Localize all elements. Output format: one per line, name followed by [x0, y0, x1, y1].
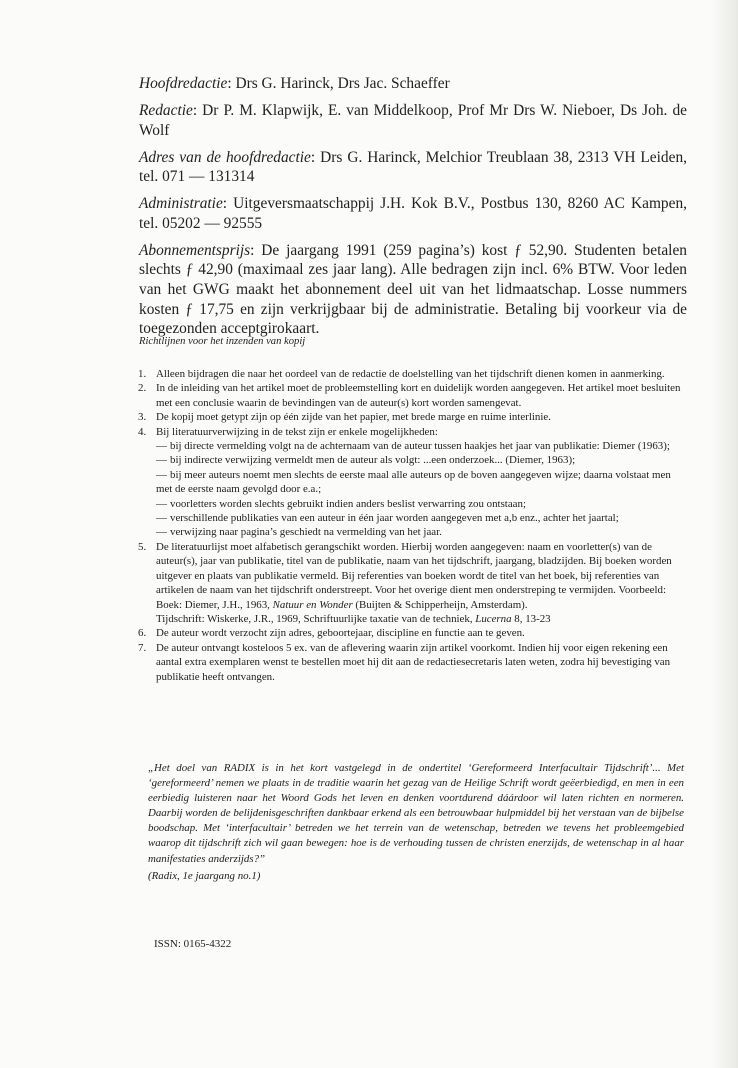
guideline-item: 4. Bij literatuurverwijzing in de tekst zijn er enkele mogelijkheden: — bij directe vermelding volgt na de achternaam van de auteur tussen haakjes het jaar van publikatie: Diemer (1963); — bij indirecte verwijzing vermeldt men de auteur als volgt: ...een onderzoek... (Diemer, 1963); — bij meer auteurs noemt men slechts de eerste maal alle auteurs op de boven aangegeven wijze; daarna volstaat men met de eerste naam gevolgd door e.a.; — voorletters worden slechts gebruikt indien anders beslist verwarring zou ontstaan; — verschillende publikaties van een auteur in één jaar worden aangegeven met a,b enz., achter het jaartal; — verwijzing naar pagina’s geschiedt na vermelding van het jaar. [138, 425, 688, 540]
citation-option: — verwijzing naar pagina’s geschiedt na vermelding van het jaar. [156, 526, 442, 539]
editorial-address: Adres van de hoofdredactie: Drs G. Harinck, Melchior Treublaan 38, 2313 VH Leiden, tel. 071 — 131314 [139, 148, 687, 186]
masthead [139, 74, 687, 346]
chief-editors: Hoofdredactie: Drs G. Harinck, Drs Jac. Schaeffer [139, 75, 450, 92]
administration: Administratie: Uitgeversmaatschappij J.H. Kok B.V., Postbus 130, 8260 AC Kampen, tel. 05202 — 92555 [139, 195, 687, 232]
guideline-item: 3. De kopij moet getypt zijn op één zijde van het papier, met brede marge en ruime interlinie. [138, 411, 551, 424]
guidelines-list [138, 367, 688, 684]
radix-quote [148, 761, 684, 884]
guideline-item: 1. Alleen bijdragen die naar het oordeel van de redactie de doelstelling van het tijdschrift dienen komen in aanmerking. [138, 368, 665, 380]
guideline-item: 2. In de inleiding van het artikel moet de probleemstelling kort en duidelijk worden aangegeven. Het artikel moet besluiten met een conclusie waarin de bevindingen van de auteur(s) kort worden samengevat. [138, 382, 681, 409]
page-edge-shadow [712, 0, 738, 1068]
guidelines-title: Richtlijnen voor het inzenden van kopij [139, 336, 306, 347]
guideline-item: 5. De literatuurlijst moet alfabetisch gerangschikt worden. Hierbij worden aangegeven: naam en voorletter(s) van de auteur(s), jaar van publikatie, titel van de publikatie, naam van het tijdschrift, jaargang, bladzijden. Bij boeken worden uitgever en plaats van publikatie vermeld. Bij referenties van boeken wordt de titel van het boek, bij referenties van artikelen de naam van het tijdschrift onderstreept. Voor het overige dient men onderstreping te vermijden. Voorbeeld: Boek: Diemer, J.H., 1963, Natuur en Wonder (Buijten & Schipperheijn, Amsterdam). Tijdschrift: Wiskerke, J.R., 1969, Schriftuurlijke taxatie van de techniek, Lucerna 8, 13-23 [138, 540, 688, 626]
issn: ISSN: 0165-4322 [154, 938, 232, 950]
journal-example: Tijdschrift: Wiskerke, J.R., 1969, Schriftuurlijke taxatie van de techniek, Lucerna 8, 13-23 [156, 612, 551, 625]
citation-option: — bij directe vermelding volgt na de achternaam van de auteur tussen haakjes het jaar van publikatie: Diemer (1963); [156, 440, 670, 453]
citation-option: — voorletters worden slechts gebruikt indien anders beslist verwarring zou ontstaan; [156, 497, 526, 510]
guideline-item: 7. De auteur ontvangt kosteloos 5 ex. van de aflevering waarin zijn artikel voorkomt. Indien hij voor eigen rekening een aantal extra exemplaren wenst te bestellen moet hij dit aan de redactiesecretaris laten weten, zodra hij bevestiging van publikatie heeft ontvangen. [138, 641, 671, 683]
editors: Redactie: Dr P. M. Klapwijk, E. van Middelkoop, Prof Mr Drs W. Nieboer, Ds Joh. de Wolf [139, 101, 687, 139]
quote-source: (Radix, 1e jaargang no.1) [148, 869, 261, 882]
citation-option: — bij meer auteurs noemt men slechts de eerste maal alle auteurs op de boven aangegeven wijze; daarna volstaat men met de eerste naam gevolgd door e.a.; [156, 468, 671, 496]
quote-text: „Het doel van RADIX is in het kort vastgelegd in de ondertitel ‘Gereformeerd Interfacultair Tijdschrift’... Met ‘gereformeerd’ nemen we plaats in de traditie waarin het gezag van de Heilige Schrift wordt geëerbiedigd, en men in een eerbiedig luisteren naar het Woord Gods het leven en denken voortdurend dáárdoor wil laten richten en normeren. Daarbij worden de belijdenisgeschriften dankbaar erkend als een betrouwbaar hulpmiddel bij het verstaan van de bijbelse boodschap. Met ‘interfacultair’ betreden we het terrein van de wetenschap, betreden we tevens het probleemgebied waarop dit tijdschrift zich wil gaan bewegen: hoe is de verhouding tussen de christen enerzijds, de wetenschap in al haar manifestaties anderzijds?” [148, 762, 684, 865]
citation-option: — verschillende publikaties van een auteur in één jaar worden aangegeven met a,b enz., achter het jaartal; [156, 512, 619, 525]
guideline-item: 6. De auteur wordt verzocht zijn adres, geboortejaar, discipline en functie aan te geven. [138, 627, 525, 640]
book-example: Boek: Diemer, J.H., 1963, Natuur en Wonder (Buijten & Schipperheijn, Amsterdam). [156, 598, 528, 611]
citation-option: — bij indirecte verwijzing vermeldt men de auteur als volgt: ...een onderzoek... (Diemer, 1963); [156, 454, 576, 467]
subscription-price: Abonnementsprijs: De jaargang 1991 (259 pagina’s) kost ƒ 52,90. Studenten betalen slechts ƒ 42,90 (maximaal zes jaar lang). Alle bedragen zijn incl. 6% BTW. Voor leden van het GWG maakt het abonnement deel uit van het lidmaatschap. Losse nummers kosten ƒ 17,75 en zijn verkrijgbaar bij de administratie. Betaling bij voorkeur via de toegezonden acceptgirokaart. [139, 241, 687, 338]
